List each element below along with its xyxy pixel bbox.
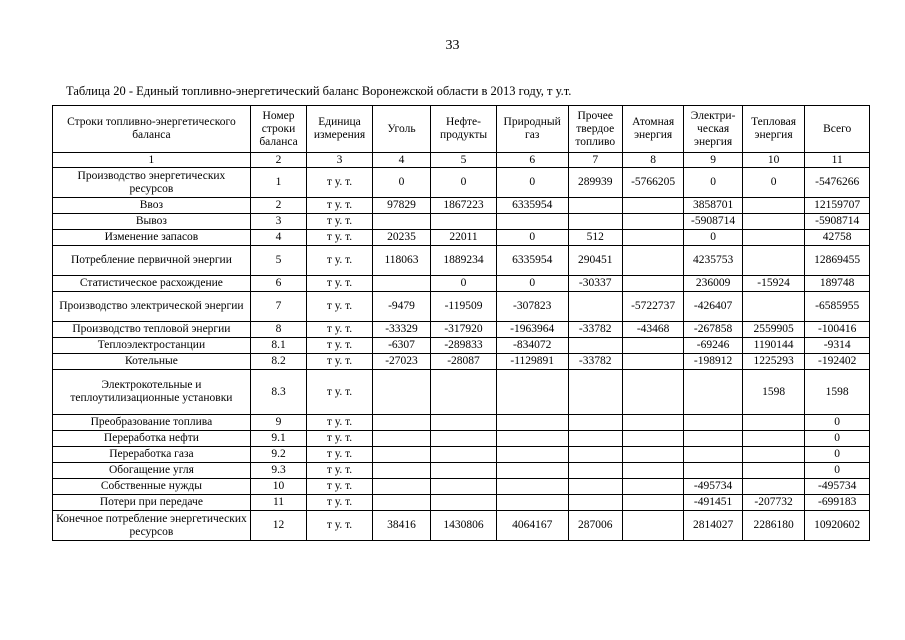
cell-solid [568, 495, 622, 511]
cell-coal [372, 479, 430, 495]
cell-solid [568, 214, 622, 230]
cell-unit: т у. т. [307, 370, 373, 415]
column-header: Единица измерения [307, 106, 373, 153]
cell-solid [568, 415, 622, 431]
column-index: 2 [250, 153, 306, 168]
cell-total: -9314 [805, 338, 870, 354]
cell-electric [684, 463, 742, 479]
row-label: Производство энергетических ресурсов [53, 168, 251, 198]
cell-coal: 0 [372, 168, 430, 198]
column-index: 1 [53, 153, 251, 168]
table-row [53, 495, 870, 511]
table-row [53, 431, 870, 447]
cell-nuclear [622, 431, 684, 447]
cell-solid: -33782 [568, 322, 622, 338]
row-label: Вывоз [53, 214, 251, 230]
cell-gas [496, 431, 568, 447]
cell-nuclear [622, 370, 684, 415]
column-header: Номер строки баланса [250, 106, 306, 153]
cell-heat: -207732 [742, 495, 805, 511]
cell-unit: т у. т. [307, 198, 373, 214]
cell-coal: -27023 [372, 354, 430, 370]
cell-coal: -6307 [372, 338, 430, 354]
column-index: 6 [496, 153, 568, 168]
table-row [53, 338, 870, 354]
row-label: Ввоз [53, 198, 251, 214]
cell-oil: 1867223 [431, 198, 497, 214]
cell-electric: -5908714 [684, 214, 742, 230]
column-header: Строки топливно-энергетического баланса [53, 106, 251, 153]
cell-solid: 289939 [568, 168, 622, 198]
cell-heat [742, 415, 805, 431]
cell-heat: 2286180 [742, 511, 805, 541]
cell-nuclear [622, 415, 684, 431]
row-label: Котельные [53, 354, 251, 370]
cell-total: -495734 [805, 479, 870, 495]
cell-unit: т у. т. [307, 214, 373, 230]
cell-num: 8 [250, 322, 306, 338]
cell-solid: -30337 [568, 276, 622, 292]
cell-oil: -119509 [431, 292, 497, 322]
cell-nuclear: -43468 [622, 322, 684, 338]
cell-gas [496, 479, 568, 495]
cell-nuclear: -5766205 [622, 168, 684, 198]
cell-nuclear [622, 511, 684, 541]
column-header: Атомная энергия [622, 106, 684, 153]
cell-gas: 0 [496, 168, 568, 198]
cell-num: 3 [250, 214, 306, 230]
cell-total: -699183 [805, 495, 870, 511]
cell-num: 9.1 [250, 431, 306, 447]
cell-num: 4 [250, 230, 306, 246]
cell-solid [568, 338, 622, 354]
row-label: Собственные нужды [53, 479, 251, 495]
cell-solid [568, 370, 622, 415]
cell-coal: 118063 [372, 246, 430, 276]
cell-oil [431, 479, 497, 495]
cell-electric [684, 370, 742, 415]
cell-nuclear [622, 214, 684, 230]
cell-solid: 512 [568, 230, 622, 246]
cell-oil [431, 447, 497, 463]
table-header-row [53, 106, 870, 153]
cell-gas: 0 [496, 276, 568, 292]
table-row [53, 511, 870, 541]
cell-nuclear [622, 354, 684, 370]
cell-total: -6585955 [805, 292, 870, 322]
cell-num: 2 [250, 198, 306, 214]
table-row [53, 246, 870, 276]
cell-gas [496, 463, 568, 479]
row-label: Переработка нефти [53, 431, 251, 447]
cell-solid: 290451 [568, 246, 622, 276]
cell-oil [431, 214, 497, 230]
cell-electric: 0 [684, 230, 742, 246]
cell-gas [496, 447, 568, 463]
cell-heat: 2559905 [742, 322, 805, 338]
cell-nuclear [622, 447, 684, 463]
cell-oil: 1430806 [431, 511, 497, 541]
cell-nuclear [622, 246, 684, 276]
cell-heat [742, 479, 805, 495]
cell-heat [742, 198, 805, 214]
cell-total: 10920602 [805, 511, 870, 541]
cell-heat: -15924 [742, 276, 805, 292]
cell-electric: -267858 [684, 322, 742, 338]
cell-coal [372, 276, 430, 292]
cell-solid [568, 447, 622, 463]
row-label: Обогащение угля [53, 463, 251, 479]
page-number: 33 [445, 38, 460, 53]
row-label: Изменение запасов [53, 230, 251, 246]
table-row [53, 370, 870, 415]
column-index: 7 [568, 153, 622, 168]
column-index: 10 [742, 153, 805, 168]
cell-total: 0 [805, 463, 870, 479]
cell-nuclear [622, 230, 684, 246]
cell-coal: -33329 [372, 322, 430, 338]
cell-solid: 287006 [568, 511, 622, 541]
cell-gas [496, 415, 568, 431]
cell-electric: 0 [684, 168, 742, 198]
column-index: 8 [622, 153, 684, 168]
cell-unit: т у. т. [307, 246, 373, 276]
cell-num: 9 [250, 415, 306, 431]
cell-unit: т у. т. [307, 511, 373, 541]
cell-gas [496, 495, 568, 511]
cell-heat [742, 463, 805, 479]
cell-num: 9.2 [250, 447, 306, 463]
row-label: Потери при передаче [53, 495, 251, 511]
cell-electric: -426407 [684, 292, 742, 322]
cell-oil: -28087 [431, 354, 497, 370]
column-index: 3 [307, 153, 373, 168]
cell-num: 6 [250, 276, 306, 292]
table-row [53, 322, 870, 338]
cell-num: 5 [250, 246, 306, 276]
cell-oil [431, 370, 497, 415]
cell-coal [372, 495, 430, 511]
cell-heat [742, 214, 805, 230]
cell-oil [431, 463, 497, 479]
row-label: Электрокотельные и теплоутилизационные установки [53, 370, 251, 415]
cell-electric: -491451 [684, 495, 742, 511]
column-index-row [53, 153, 870, 168]
cell-unit: т у. т. [307, 276, 373, 292]
cell-nuclear: -5722737 [622, 292, 684, 322]
table-row [53, 447, 870, 463]
cell-total: 1598 [805, 370, 870, 415]
cell-total: 0 [805, 415, 870, 431]
cell-nuclear [622, 276, 684, 292]
cell-total: -5476266 [805, 168, 870, 198]
cell-num: 11 [250, 495, 306, 511]
cell-unit: т у. т. [307, 354, 373, 370]
cell-coal [372, 214, 430, 230]
cell-coal: 97829 [372, 198, 430, 214]
column-index: 11 [805, 153, 870, 168]
cell-solid [568, 198, 622, 214]
table-row [53, 354, 870, 370]
cell-electric [684, 447, 742, 463]
row-label: Производство тепловой энергии [53, 322, 251, 338]
table-row [53, 198, 870, 214]
energy-balance-table [52, 105, 870, 541]
column-index: 4 [372, 153, 430, 168]
cell-oil: 0 [431, 168, 497, 198]
table-row [53, 292, 870, 322]
table-row [53, 168, 870, 198]
cell-gas [496, 214, 568, 230]
cell-heat [742, 447, 805, 463]
cell-heat: 1598 [742, 370, 805, 415]
cell-heat: 0 [742, 168, 805, 198]
cell-num: 9.3 [250, 463, 306, 479]
cell-total: 0 [805, 431, 870, 447]
cell-total: -100416 [805, 322, 870, 338]
cell-nuclear [622, 495, 684, 511]
cell-oil [431, 415, 497, 431]
cell-gas: -834072 [496, 338, 568, 354]
cell-solid [568, 431, 622, 447]
cell-oil: 1889234 [431, 246, 497, 276]
cell-nuclear [622, 479, 684, 495]
cell-num: 12 [250, 511, 306, 541]
column-index: 9 [684, 153, 742, 168]
cell-oil: -289833 [431, 338, 497, 354]
cell-num: 8.3 [250, 370, 306, 415]
table-row [53, 463, 870, 479]
column-header: Тепловая энергия [742, 106, 805, 153]
cell-gas: 6335954 [496, 198, 568, 214]
column-header: Электри-ческая энергия [684, 106, 742, 153]
cell-unit: т у. т. [307, 479, 373, 495]
cell-unit: т у. т. [307, 463, 373, 479]
cell-unit: т у. т. [307, 415, 373, 431]
cell-electric: 236009 [684, 276, 742, 292]
cell-electric: -198912 [684, 354, 742, 370]
cell-heat [742, 431, 805, 447]
cell-num: 8.1 [250, 338, 306, 354]
cell-electric: 3858701 [684, 198, 742, 214]
cell-solid [568, 479, 622, 495]
cell-oil [431, 495, 497, 511]
row-label: Теплоэлектростанции [53, 338, 251, 354]
cell-gas: 0 [496, 230, 568, 246]
cell-electric: 4235753 [684, 246, 742, 276]
cell-total: 189748 [805, 276, 870, 292]
column-index: 5 [431, 153, 497, 168]
cell-oil: 0 [431, 276, 497, 292]
cell-unit: т у. т. [307, 168, 373, 198]
cell-coal: 38416 [372, 511, 430, 541]
row-label: Производство электрической энергии [53, 292, 251, 322]
cell-oil [431, 431, 497, 447]
cell-coal [372, 431, 430, 447]
cell-electric: 2814027 [684, 511, 742, 541]
cell-coal [372, 463, 430, 479]
table-row [53, 230, 870, 246]
cell-coal [372, 370, 430, 415]
cell-unit: т у. т. [307, 230, 373, 246]
cell-gas: 4064167 [496, 511, 568, 541]
cell-unit: т у. т. [307, 292, 373, 322]
cell-num: 8.2 [250, 354, 306, 370]
cell-total: 12159707 [805, 198, 870, 214]
cell-electric: -69246 [684, 338, 742, 354]
cell-gas: -1963964 [496, 322, 568, 338]
row-label: Статистическое расхождение [53, 276, 251, 292]
cell-unit: т у. т. [307, 431, 373, 447]
cell-solid [568, 463, 622, 479]
cell-oil: -317920 [431, 322, 497, 338]
row-label: Конечное потребление энергетических ресурсов [53, 511, 251, 541]
cell-unit: т у. т. [307, 447, 373, 463]
cell-total: 0 [805, 447, 870, 463]
cell-num: 7 [250, 292, 306, 322]
cell-heat [742, 230, 805, 246]
cell-coal: -9479 [372, 292, 430, 322]
cell-unit: т у. т. [307, 338, 373, 354]
cell-gas: 6335954 [496, 246, 568, 276]
cell-num: 10 [250, 479, 306, 495]
column-header: Прочее твердое топливо [568, 106, 622, 153]
cell-heat: 1190144 [742, 338, 805, 354]
cell-heat [742, 292, 805, 322]
table-body [53, 168, 870, 541]
column-header: Природный газ [496, 106, 568, 153]
row-label: Потребление первичной энергии [53, 246, 251, 276]
cell-gas: -307823 [496, 292, 568, 322]
cell-heat: 1225293 [742, 354, 805, 370]
row-label: Переработка газа [53, 447, 251, 463]
table-caption: Таблица 20 - Единый топливно-энергетический баланс Воронежской области в 2013 году, т у.т. [66, 84, 572, 98]
column-header: Нефте-продукты [431, 106, 497, 153]
cell-nuclear [622, 338, 684, 354]
cell-solid: -33782 [568, 354, 622, 370]
table-row [53, 415, 870, 431]
cell-total: 12869455 [805, 246, 870, 276]
cell-electric [684, 431, 742, 447]
cell-unit: т у. т. [307, 495, 373, 511]
cell-total: 42758 [805, 230, 870, 246]
cell-coal: 20235 [372, 230, 430, 246]
column-header: Всего [805, 106, 870, 153]
table-row [53, 214, 870, 230]
cell-total: -5908714 [805, 214, 870, 230]
cell-total: -192402 [805, 354, 870, 370]
cell-nuclear [622, 463, 684, 479]
table-row [53, 276, 870, 292]
cell-solid [568, 292, 622, 322]
cell-gas [496, 370, 568, 415]
cell-gas: -1129891 [496, 354, 568, 370]
cell-nuclear [622, 198, 684, 214]
cell-oil: 22011 [431, 230, 497, 246]
cell-num: 1 [250, 168, 306, 198]
cell-coal [372, 415, 430, 431]
cell-electric [684, 415, 742, 431]
cell-electric: -495734 [684, 479, 742, 495]
cell-coal [372, 447, 430, 463]
cell-unit: т у. т. [307, 322, 373, 338]
cell-heat [742, 246, 805, 276]
row-label: Преобразование топлива [53, 415, 251, 431]
table-row [53, 479, 870, 495]
column-header: Уголь [372, 106, 430, 153]
